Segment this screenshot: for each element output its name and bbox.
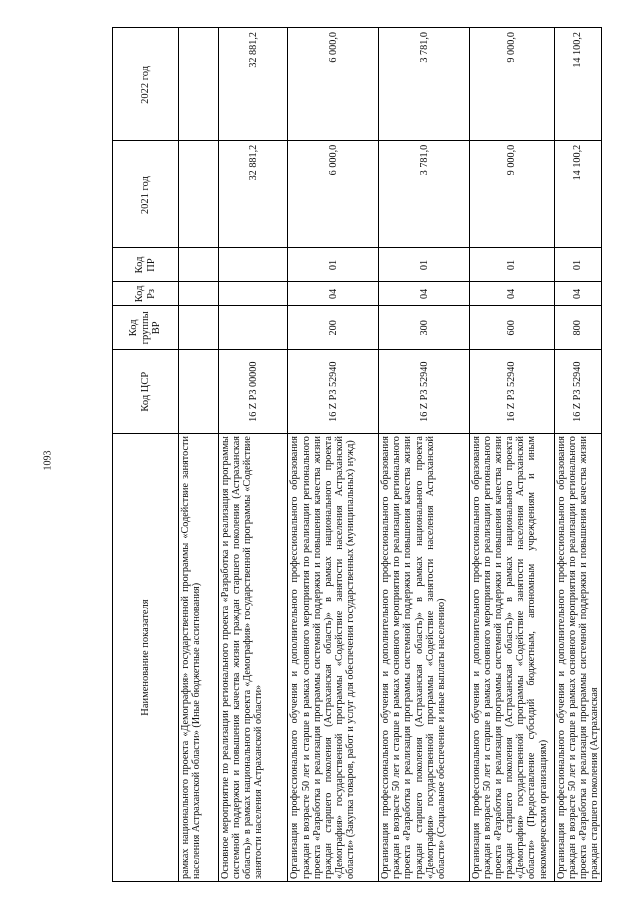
row-name: Основное мероприятие по реализации регионального проекта «Разработка и реализация программы системной поддержки и повышения качества жизни граждан старшего поколения (Астраханская область)» в рамках национального проекта «Демография» государственной программы «Содействие занятости населения Астраханской области» <box>219 433 288 881</box>
row-2021 <box>179 140 218 248</box>
row-vr: 800 <box>555 305 601 349</box>
row-rz: 04 <box>555 281 601 305</box>
row-2022 <box>179 28 218 140</box>
header-2022: 2022 год <box>139 65 151 104</box>
row-vr: 600 <box>470 305 554 349</box>
row-name: Организация профессионального обучения и дополнительного профессионального образования граждан в возрасте 50 лет и старше в рамках основного мероприятия по реализации регионального проекта «Разработка и реализация программы системной поддержки и повышения качества жизни граждан старшего поколения (Астраханская <box>555 433 601 881</box>
table-row <box>219 28 289 881</box>
row-rz: 04 <box>470 281 554 305</box>
page-number-text: 1093 <box>42 450 54 470</box>
row-pr: 01 <box>288 248 378 282</box>
row-vr <box>179 305 218 349</box>
table-row <box>379 28 470 881</box>
row-rz: 04 <box>379 281 469 305</box>
row-name: рамках национального проекта «Демография» государственной программы «Содействие занятости населения Астраханской области» (Иные бюджетные ассигнования) <box>179 433 218 881</box>
row-pr: 01 <box>555 248 601 282</box>
row-2021: 9 000,0 <box>470 140 554 248</box>
row-pr <box>179 248 218 282</box>
row-vr: 300 <box>379 305 469 349</box>
header-2021: 2021 год <box>113 140 178 248</box>
header-vr: Код группы ВР <box>113 305 178 349</box>
row-2021: 14 100,2 <box>555 140 601 248</box>
page-number <box>37 445 59 475</box>
row-name: Организация профессионального обучения и дополнительного профессионального образования граждан в возрасте 50 лет и старше в рамках основного мероприятия по реализации регионального проекта «Разработка и реализация программы системной поддержки и повышения качества жизни граждан старшего поколения (Астраханская область)» в рамках национального проекта «Демография» государственной программы «Содействие занятости населения Астраханской области» (Закупка товаров, работ и услуг для обеспечения государственных (муниципальных) нужд) <box>288 433 378 881</box>
row-csr <box>179 349 218 433</box>
row-name: Организация профессионального обучения и дополнительного профессионального образования граждан в возрасте 50 лет и старше в рамках основного мероприятия по реализации регионального проекта «Разработка и реализация программы системной поддержки и повышения качества жизни граждан старшего поколения (Астраханская область)» в рамках национального проекта «Демография» государственной программы «Содействие занятости населения Астраханской области» (Предоставление субсидий бюджетным, автономным учреждениям и иным некоммерческим организациям) <box>470 433 554 881</box>
row-2021: 3 781,0 <box>379 140 469 248</box>
row-csr: 16 Z P3 52940 <box>555 349 601 433</box>
row-rz <box>179 281 218 305</box>
row-pr: 01 <box>379 248 469 282</box>
row-2022: 6 000,0 <box>327 32 339 63</box>
row-rz: 04 <box>288 281 378 305</box>
table-row <box>555 28 601 881</box>
row-2022: 3 781,0 <box>418 32 430 63</box>
row-2022: 32 881,2 <box>247 32 259 68</box>
row-csr: 16 Z P3 52940 <box>288 349 378 433</box>
table-row <box>179 28 219 881</box>
row-pr <box>219 248 288 282</box>
row-csr: 16 Z P3 52940 <box>470 349 554 433</box>
row-rz <box>219 281 288 305</box>
row-2021: 32 881,2 <box>219 140 288 248</box>
rotated-table-viewport <box>112 27 602 882</box>
header-name: Наименование показателя <box>113 433 178 881</box>
header-rz: Код Рз <box>113 281 178 305</box>
budget-table <box>112 27 602 882</box>
row-2021: 6 000,0 <box>288 140 378 248</box>
row-csr: 16 Z P3 00000 <box>219 349 288 433</box>
table-row <box>470 28 555 881</box>
table-header-row <box>113 28 179 881</box>
row-csr: 16 Z P3 52940 <box>379 349 469 433</box>
row-2022: 9 000,0 <box>506 32 518 63</box>
row-2022: 14 100,2 <box>572 32 584 68</box>
table-row <box>288 28 379 881</box>
header-pr: Код ПР <box>113 248 178 282</box>
row-vr <box>219 305 288 349</box>
header-csr: Код ЦСР <box>113 349 178 433</box>
row-name: Организация профессионального обучения и дополнительного профессионального образования граждан в возрасте 50 лет и старше в рамках основного мероприятия по реализации регионального проекта «Разработка и реализация программы системной поддержки и повышения качества жизни граждан старшего поколения (Астраханская область)» в рамках национального проекта «Демография» государственной программы «Содействие занятости населения Астраханской области» (Социальное обеспечение и иные выплаты населению) <box>379 433 469 881</box>
row-vr: 200 <box>288 305 378 349</box>
row-pr: 01 <box>470 248 554 282</box>
